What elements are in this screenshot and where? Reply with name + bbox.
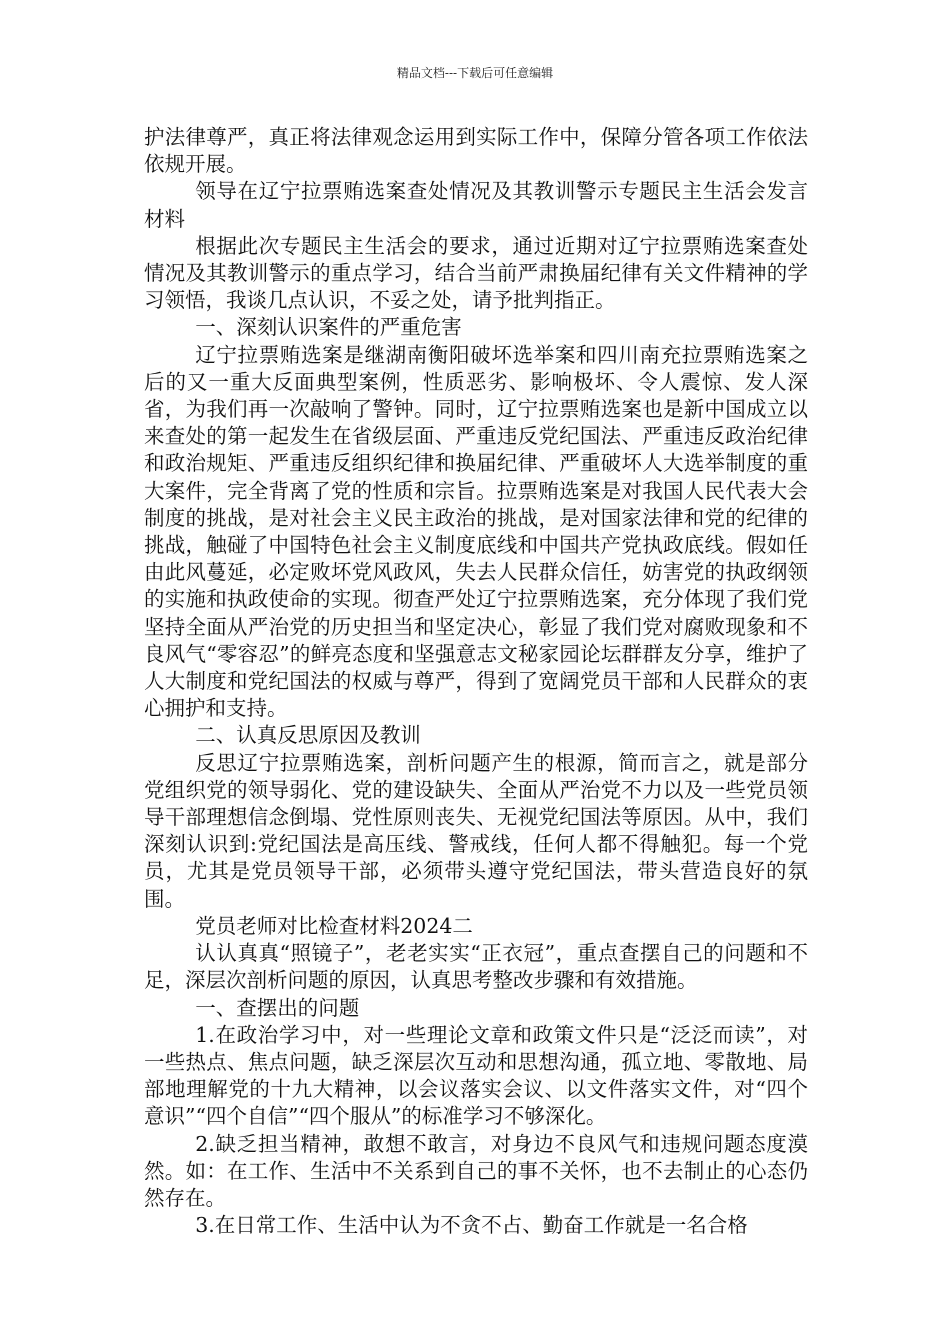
section-heading: 一、深刻认识案件的严重危害 [195, 315, 462, 340]
list-item: 1.在政治学习中，对一些理论文章和政策文件只是“泛泛而读”，对一些热点、焦点问题，缺乏深层次互动和思想沟通，孤立地、零散地、局部地理解党的十九大精神，以会议落实会议、以文件落实文件，对“四个意识”“四个自信”“四个服从”的标准学习不够深化。 [144, 1022, 808, 1129]
paragraph: 反思辽宁拉票贿选案，剖析问题产生的根源，简而言之，就是部分党组织党的领导弱化、党的建设缺失、全面从严治党不力以及一些党员领导干部理想信念倒塌、党性原则丧失、无视党纪国法等原因。从中，我们深刻认识到:党纪国法是高压线、警戒线，任何人都不得触犯。每一个党员，尤其是党员领导干部，必须带头遵守党纪国法，带头营造良好的氛围。 [144, 750, 808, 911]
section-heading: 一、查摆出的问题 [195, 995, 360, 1020]
section-heading: 二、认真反思原因及教训 [195, 723, 421, 748]
paragraph: 认认真真“照镜子”，老老实实“正衣冠”，重点查摆自己的问题和不足，深层次剖析问题的原因，认真思考整改步骤和有效措施。 [144, 941, 808, 993]
document-body [144, 124, 808, 1239]
page-header: 精品文档---下载后可任意编辑 [396, 66, 554, 80]
list-item: 2.缺乏担当精神，敢想不敢言，对身边不良风气和违规问题态度漠然。如：在工作、生活中不关系到自己的事不关怀，也不去制止的心态仍然存在。 [144, 1131, 808, 1210]
section-title: 党员老师对比检查材料2024二 [195, 913, 473, 938]
paragraph: 辽宁拉票贿选案是继湖南衡阳破坏选举案和四川南充拉票贿选案之后的又一重大反面典型案例，性质恶劣、影响极坏、令人震惊、发人深省，为我们再一次敲响了警钟。同时，辽宁拉票贿选案也是新中国成立以来查处的第一起发生在省级层面、严重违反党纪国法、严重违反政治纪律和政治规矩、严重违反组织纪律和换届纪律、严重破坏人大选举制度的重大案件，完全背离了党的性质和宗旨。拉票贿选案是对我国人民代表大会制度的挑战，是对社会主义民主政治的挑战，是对国家法律和党的纪律的挑战，触碰了中国特色社会主义制度底线和中国共产党执政底线。假如任由此风蔓延，必定败坏党风政风，失去人民群众信任，妨害党的执政纲领的实施和执政使命的实现。彻查严处辽宁拉票贿选案，充分体现了我们党坚持全面从严治党的历史担当和坚定决心，彰显了我们党对腐败现象和不良风气“零容忍”的鲜亮态度和坚强意志文秘家园论坛群群友分享，维护了人大制度和党纪国法的权威与尊严，得到了宽阔党员干部和人民群众的衷心拥护和支持。 [144, 342, 808, 721]
section-title: 领导在辽宁拉票贿选案查处情况及其教训警示专题民主生活会发言材料 [144, 179, 808, 231]
list-item: 3.在日常工作、生活中认为不贪不占、勤奋工作就是一名合格 [195, 1213, 748, 1238]
paragraph-continuation: 护法律尊严，真正将法律观念运用到实际工作中，保障分管各项工作依法依规开展。 [144, 125, 808, 177]
paragraph: 根据此次专题民主生活会的要求，通过近期对辽宁拉票贿选案查处情况及其教训警示的重点学习，结合当前严肃换届纪律有关文件精神的学习领悟，我谈几点认识，不妥之处，请予批判指正。 [144, 233, 808, 313]
